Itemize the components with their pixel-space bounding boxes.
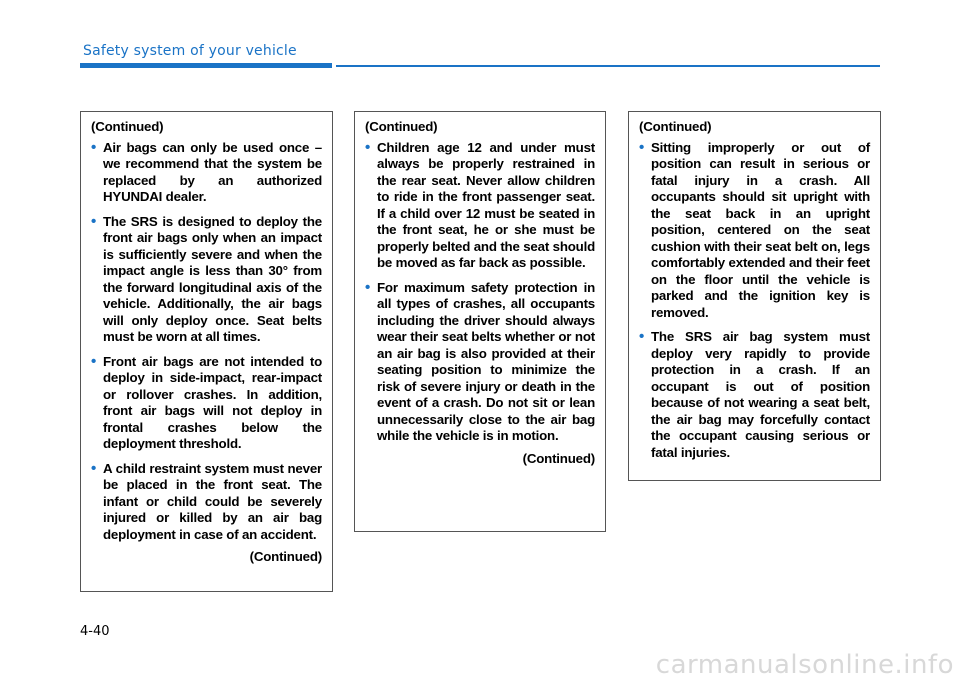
bullet-dot-icon: • [639,328,645,345]
bullet-text: Children age 12 and under must always be properly restrained in the rear seat. Never allow children to ride in the front passenger seat. If a child over 12 must be seated in the front seat, he or she must be properly belted and the seat should be moved as far back as possible. [377,139,595,270]
warning-box-2 [354,111,606,532]
section-title: Safety system of your vehicle [83,43,297,59]
bullet-list [365,140,595,445]
list-item [91,461,322,544]
bullet-text: Front air bags are not intended to deploy in side-impact, rear-impact or rollover crashes. In addition, front air bags will not deploy in frontal crashes below the deployment threshold. [103,353,322,451]
bullet-text: The SRS air bag system must deploy very rapidly to provide protection in a crash. If an occupant is out of position because of not wearing a seat belt, the air bag may forcefully contact the occupant causing serious or fatal injuries. [651,329,870,460]
bullet-text: A child restraint system must never be placed in the front seat. The infant or child could be severely injured or killed by an air bag deployment in case of an accident. [103,460,322,542]
continued-label-bottom: (Continued) [522,450,595,466]
continued-label-bottom: (Continued) [249,549,322,564]
list-item [91,354,322,453]
bullet-dot-icon: • [91,212,97,230]
bullet-text: Air bags can only be used once – we recommend that the system be replaced by an authorized HYUNDAI dealer. [103,139,322,204]
bullet-dot-icon: • [365,278,371,296]
list-item [91,140,322,206]
bullet-list [639,140,870,462]
list-item [91,214,322,346]
continued-label-top: (Continued) [365,119,438,134]
header-accent-bar [80,63,332,68]
header-rule [336,65,880,67]
list-item [639,140,870,322]
bullet-dot-icon: • [639,138,645,156]
warning-box-3 [628,111,881,481]
list-item [365,140,595,272]
watermark: carmanualsonline.info [655,650,954,680]
bullet-dot-icon: • [91,138,97,156]
list-item [639,329,870,461]
continued-label-top: (Continued) [91,119,164,134]
bullet-dot-icon: • [91,352,97,370]
bullet-text: For maximum safety protection in all types of crashes, all occupants including the driver should always wear their seat belts whether or not an air bag is also provided at their seating position to minimize the risk of severe injury or death in the event of a crash. Do not sit or lean unnecessarily close to the air bag while the vehicle is in motion. [377,279,595,443]
continued-label-top: (Continued) [639,119,712,134]
warning-box-1 [80,111,333,592]
bullet-dot-icon: • [91,459,97,477]
bullet-dot-icon: • [365,138,371,156]
page-number: 4-40 [80,624,110,639]
bullet-text: Sitting improperly or out of position can result in serious or fatal injury in a crash. All occupants should sit upright with the seat back in an upright position, centered on the seat cushion with their seat belt on, legs comfortably extended and their feet on the floor until the vehicle is parked and the ignition key is removed. [651,139,870,320]
bullet-list [91,140,322,544]
list-item [365,280,595,445]
bullet-text: The SRS is designed to deploy the front air bags only when an impact is sufficiently severe and when the impact angle is less than 30° from the forward longitudinal axis of the vehicle. Additionally, the air bags will only deploy once. Seat belts must be worn at all times. [103,213,322,344]
